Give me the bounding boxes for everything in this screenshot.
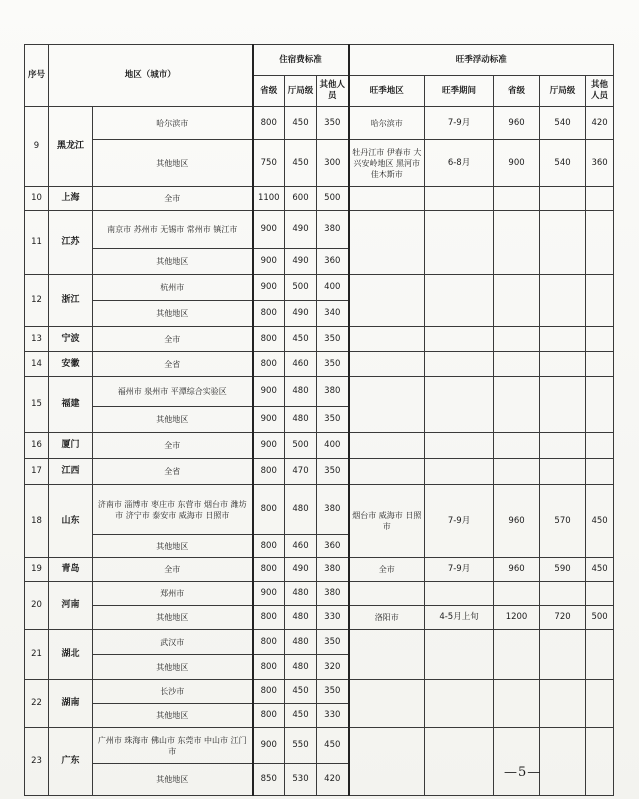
other-cell: 450 bbox=[317, 728, 349, 764]
bureau-cell: 450 bbox=[285, 704, 317, 728]
table-row bbox=[25, 275, 614, 301]
peak-bureau-cell bbox=[540, 211, 586, 275]
area-cell: 全省 bbox=[93, 352, 253, 377]
peak-other-cell: 420 bbox=[586, 107, 614, 140]
area-cell: 广州市 珠海市 佛山市 东莞市 中山市 江门市 bbox=[93, 728, 253, 764]
other-cell: 350 bbox=[317, 630, 349, 655]
peak-bureau-cell bbox=[540, 433, 586, 459]
header-peak-provincial: 省级 bbox=[494, 76, 540, 107]
peak-other-cell bbox=[586, 459, 614, 485]
provincial-cell: 800 bbox=[253, 655, 285, 680]
other-cell: 350 bbox=[317, 327, 349, 352]
table-row bbox=[25, 433, 614, 459]
bureau-cell: 480 bbox=[285, 630, 317, 655]
peak-bureau-cell bbox=[540, 630, 586, 680]
peak-bureau-cell: 540 bbox=[540, 140, 586, 187]
header-peak-standard: 旺季浮动标准 bbox=[349, 45, 614, 76]
bureau-cell: 480 bbox=[285, 582, 317, 606]
peak-other-cell bbox=[586, 680, 614, 728]
area-cell: 哈尔滨市 bbox=[93, 107, 253, 140]
table-row bbox=[25, 327, 614, 352]
table-row bbox=[25, 211, 614, 249]
area-cell: 其他地区 bbox=[93, 606, 253, 630]
area-cell: 其他地区 bbox=[93, 704, 253, 728]
bureau-cell: 490 bbox=[285, 249, 317, 275]
peak-region-cell: 全市 bbox=[349, 558, 425, 582]
header-peak-bureau: 厅局级 bbox=[540, 76, 586, 107]
peak-period-cell: 7-9月 bbox=[425, 558, 494, 582]
peak-period-cell bbox=[425, 352, 494, 377]
peak-provincial-cell: 960 bbox=[494, 485, 540, 558]
province-cell: 广东 bbox=[49, 728, 93, 796]
peak-other-cell: 450 bbox=[586, 485, 614, 558]
peak-provincial-cell: 1200 bbox=[494, 606, 540, 630]
header-provincial: 省级 bbox=[253, 76, 285, 107]
other-cell: 380 bbox=[317, 377, 349, 407]
seq-cell: 19 bbox=[25, 558, 49, 582]
peak-period-cell bbox=[425, 459, 494, 485]
other-cell: 400 bbox=[317, 433, 349, 459]
peak-provincial-cell bbox=[494, 187, 540, 211]
peak-bureau-cell bbox=[540, 728, 586, 796]
peak-period-cell bbox=[425, 433, 494, 459]
peak-region-cell bbox=[349, 275, 425, 327]
peak-provincial-cell bbox=[494, 211, 540, 275]
peak-other-cell: 500 bbox=[586, 606, 614, 630]
seq-cell: 13 bbox=[25, 327, 49, 352]
other-cell: 350 bbox=[317, 407, 349, 433]
province-cell: 厦门 bbox=[49, 433, 93, 459]
other-cell: 300 bbox=[317, 140, 349, 187]
header-lodging-standard: 住宿费标准 bbox=[253, 45, 349, 76]
table-row bbox=[25, 377, 614, 407]
peak-provincial-cell bbox=[494, 459, 540, 485]
peak-other-cell bbox=[586, 211, 614, 275]
peak-other-cell bbox=[586, 275, 614, 327]
area-cell: 全市 bbox=[93, 187, 253, 211]
peak-period-cell bbox=[425, 377, 494, 433]
peak-provincial-cell bbox=[494, 582, 540, 606]
header-bureau: 厅局级 bbox=[285, 76, 317, 107]
provincial-cell: 800 bbox=[253, 558, 285, 582]
table-row bbox=[25, 606, 614, 630]
seq-cell: 17 bbox=[25, 459, 49, 485]
bureau-cell: 490 bbox=[285, 211, 317, 249]
peak-period-cell bbox=[425, 582, 494, 606]
province-cell: 宁波 bbox=[49, 327, 93, 352]
peak-bureau-cell bbox=[540, 377, 586, 433]
header-peak-region: 旺季地区 bbox=[349, 76, 425, 107]
peak-provincial-cell: 900 bbox=[494, 140, 540, 187]
area-cell: 其他地区 bbox=[93, 535, 253, 558]
bureau-cell: 480 bbox=[285, 377, 317, 407]
area-cell: 其他地区 bbox=[93, 301, 253, 327]
peak-bureau-cell: 540 bbox=[540, 107, 586, 140]
peak-bureau-cell bbox=[540, 680, 586, 728]
peak-provincial-cell bbox=[494, 275, 540, 327]
provincial-cell: 900 bbox=[253, 433, 285, 459]
province-cell: 山东 bbox=[49, 485, 93, 558]
provincial-cell: 800 bbox=[253, 704, 285, 728]
peak-bureau-cell bbox=[540, 582, 586, 606]
provincial-cell: 900 bbox=[253, 407, 285, 433]
provincial-cell: 900 bbox=[253, 728, 285, 764]
other-cell: 380 bbox=[317, 582, 349, 606]
bureau-cell: 500 bbox=[285, 433, 317, 459]
other-cell: 340 bbox=[317, 301, 349, 327]
seq-cell: 22 bbox=[25, 680, 49, 728]
provincial-cell: 800 bbox=[253, 107, 285, 140]
area-cell: 杭州市 bbox=[93, 275, 253, 301]
other-cell: 380 bbox=[317, 558, 349, 582]
provincial-cell: 800 bbox=[253, 352, 285, 377]
bureau-cell: 600 bbox=[285, 187, 317, 211]
bureau-cell: 550 bbox=[285, 728, 317, 764]
area-cell: 其他地区 bbox=[93, 764, 253, 796]
page-number: —5— bbox=[504, 765, 542, 780]
peak-other-cell bbox=[586, 433, 614, 459]
province-cell: 福建 bbox=[49, 377, 93, 433]
area-cell: 全市 bbox=[93, 558, 253, 582]
provincial-cell: 1100 bbox=[253, 187, 285, 211]
other-cell: 360 bbox=[317, 535, 349, 558]
provincial-cell: 900 bbox=[253, 211, 285, 249]
province-cell: 浙江 bbox=[49, 275, 93, 327]
peak-other-cell bbox=[586, 377, 614, 433]
other-cell: 380 bbox=[317, 211, 349, 249]
seq-cell: 16 bbox=[25, 433, 49, 459]
peak-other-cell: 360 bbox=[586, 140, 614, 187]
other-cell: 320 bbox=[317, 655, 349, 680]
province-cell: 湖北 bbox=[49, 630, 93, 680]
peak-provincial-cell: 960 bbox=[494, 107, 540, 140]
bureau-cell: 480 bbox=[285, 655, 317, 680]
seq-cell: 20 bbox=[25, 582, 49, 630]
bureau-cell: 480 bbox=[285, 606, 317, 630]
bureau-cell: 450 bbox=[285, 140, 317, 187]
provincial-cell: 800 bbox=[253, 485, 285, 535]
peak-region-cell bbox=[349, 327, 425, 352]
area-cell: 全市 bbox=[93, 327, 253, 352]
peak-bureau-cell: 590 bbox=[540, 558, 586, 582]
peak-bureau-cell bbox=[540, 352, 586, 377]
province-cell: 上海 bbox=[49, 187, 93, 211]
peak-region-cell bbox=[349, 728, 425, 796]
peak-region-cell: 哈尔滨市 bbox=[349, 107, 425, 140]
peak-region-cell bbox=[349, 433, 425, 459]
other-cell: 350 bbox=[317, 352, 349, 377]
table-row bbox=[25, 352, 614, 377]
peak-other-cell: 450 bbox=[586, 558, 614, 582]
other-cell: 380 bbox=[317, 485, 349, 535]
table-row bbox=[25, 630, 614, 655]
peak-region-cell bbox=[349, 352, 425, 377]
provincial-cell: 800 bbox=[253, 301, 285, 327]
peak-other-cell bbox=[586, 187, 614, 211]
seq-cell: 18 bbox=[25, 485, 49, 558]
peak-region-cell bbox=[349, 630, 425, 680]
seq-cell: 14 bbox=[25, 352, 49, 377]
area-cell: 其他地区 bbox=[93, 249, 253, 275]
bureau-cell: 460 bbox=[285, 352, 317, 377]
area-cell: 长沙市 bbox=[93, 680, 253, 704]
other-cell: 350 bbox=[317, 459, 349, 485]
peak-period-cell bbox=[425, 327, 494, 352]
seq-cell: 11 bbox=[25, 211, 49, 275]
table-row bbox=[25, 187, 614, 211]
table-row bbox=[25, 107, 614, 140]
bureau-cell: 490 bbox=[285, 301, 317, 327]
provincial-cell: 850 bbox=[253, 764, 285, 796]
peak-period-cell bbox=[425, 187, 494, 211]
province-cell: 江苏 bbox=[49, 211, 93, 275]
header-region: 地区（城市） bbox=[49, 45, 253, 107]
bureau-cell: 530 bbox=[285, 764, 317, 796]
peak-provincial-cell bbox=[494, 377, 540, 433]
table-row bbox=[25, 459, 614, 485]
bureau-cell: 500 bbox=[285, 275, 317, 301]
peak-region-cell bbox=[349, 211, 425, 275]
area-cell: 其他地区 bbox=[93, 655, 253, 680]
bureau-cell: 470 bbox=[285, 459, 317, 485]
other-cell: 350 bbox=[317, 107, 349, 140]
other-cell: 330 bbox=[317, 704, 349, 728]
seq-cell: 9 bbox=[25, 107, 49, 187]
bureau-cell: 450 bbox=[285, 680, 317, 704]
peak-period-cell bbox=[425, 630, 494, 680]
peak-region-cell bbox=[349, 187, 425, 211]
header-other: 其他人员 bbox=[317, 76, 349, 107]
other-cell: 420 bbox=[317, 764, 349, 796]
seq-cell: 23 bbox=[25, 728, 49, 796]
bureau-cell: 450 bbox=[285, 107, 317, 140]
peak-bureau-cell: 720 bbox=[540, 606, 586, 630]
peak-other-cell bbox=[586, 728, 614, 796]
province-cell: 河南 bbox=[49, 582, 93, 630]
area-cell: 武汉市 bbox=[93, 630, 253, 655]
peak-region-cell bbox=[349, 377, 425, 433]
header-peak-period: 旺季期间 bbox=[425, 76, 494, 107]
province-cell: 安徽 bbox=[49, 352, 93, 377]
peak-period-cell: 4-5月上旬 bbox=[425, 606, 494, 630]
provincial-cell: 900 bbox=[253, 275, 285, 301]
area-cell: 福州市 泉州市 平潭综合实验区 bbox=[93, 377, 253, 407]
area-cell: 郑州市 bbox=[93, 582, 253, 606]
peak-bureau-cell: 570 bbox=[540, 485, 586, 558]
area-cell: 其他地区 bbox=[93, 407, 253, 433]
peak-region-cell bbox=[349, 680, 425, 728]
peak-other-cell bbox=[586, 352, 614, 377]
bureau-cell: 460 bbox=[285, 535, 317, 558]
area-cell: 全市 bbox=[93, 433, 253, 459]
provincial-cell: 800 bbox=[253, 327, 285, 352]
peak-period-cell: 7-9月 bbox=[425, 107, 494, 140]
bureau-cell: 490 bbox=[285, 558, 317, 582]
peak-bureau-cell bbox=[540, 327, 586, 352]
peak-provincial-cell bbox=[494, 433, 540, 459]
peak-period-cell bbox=[425, 275, 494, 327]
table-row bbox=[25, 140, 614, 187]
peak-other-cell bbox=[586, 582, 614, 606]
peak-period-cell bbox=[425, 211, 494, 275]
peak-region-cell: 烟台市 威海市 日照市 bbox=[349, 485, 425, 558]
table-row bbox=[25, 680, 614, 704]
seq-cell: 12 bbox=[25, 275, 49, 327]
peak-bureau-cell bbox=[540, 187, 586, 211]
seq-cell: 10 bbox=[25, 187, 49, 211]
other-cell: 360 bbox=[317, 249, 349, 275]
peak-period-cell bbox=[425, 680, 494, 728]
peak-provincial-cell: 960 bbox=[494, 558, 540, 582]
area-cell: 其他地区 bbox=[93, 140, 253, 187]
peak-provincial-cell bbox=[494, 352, 540, 377]
table-row bbox=[25, 728, 614, 764]
other-cell: 330 bbox=[317, 606, 349, 630]
provincial-cell: 800 bbox=[253, 606, 285, 630]
other-cell: 350 bbox=[317, 680, 349, 704]
peak-other-cell bbox=[586, 327, 614, 352]
provincial-cell: 800 bbox=[253, 535, 285, 558]
provincial-cell: 800 bbox=[253, 630, 285, 655]
provincial-cell: 900 bbox=[253, 377, 285, 407]
province-cell: 湖南 bbox=[49, 680, 93, 728]
peak-period-cell: 7-9月 bbox=[425, 485, 494, 558]
province-cell: 黑龙江 bbox=[49, 107, 93, 187]
peak-period-cell bbox=[425, 728, 494, 796]
table-row bbox=[25, 582, 614, 606]
area-cell: 济南市 淄博市 枣庄市 东营市 烟台市 潍坊市 济宁市 泰安市 威海市 日照市 bbox=[93, 485, 253, 535]
peak-region-cell bbox=[349, 459, 425, 485]
provincial-cell: 900 bbox=[253, 249, 285, 275]
area-cell: 全省 bbox=[93, 459, 253, 485]
peak-provincial-cell bbox=[494, 327, 540, 352]
seq-cell: 21 bbox=[25, 630, 49, 680]
peak-provincial-cell bbox=[494, 630, 540, 680]
provincial-cell: 800 bbox=[253, 680, 285, 704]
provincial-cell: 750 bbox=[253, 140, 285, 187]
peak-period-cell: 6-8月 bbox=[425, 140, 494, 187]
header-peak-other: 其他人员 bbox=[586, 76, 614, 107]
peak-region-cell bbox=[349, 582, 425, 606]
seq-cell: 15 bbox=[25, 377, 49, 433]
peak-other-cell bbox=[586, 630, 614, 680]
province-cell: 江西 bbox=[49, 459, 93, 485]
table-row bbox=[25, 485, 614, 535]
bureau-cell: 480 bbox=[285, 485, 317, 535]
peak-region-cell: 牡丹江市 伊春市 大兴安岭地区 黑河市 佳木斯市 bbox=[349, 140, 425, 187]
peak-provincial-cell bbox=[494, 680, 540, 728]
table-row bbox=[25, 558, 614, 582]
bureau-cell: 480 bbox=[285, 407, 317, 433]
provincial-cell: 800 bbox=[253, 459, 285, 485]
area-cell: 南京市 苏州市 无锡市 常州市 镇江市 bbox=[93, 211, 253, 249]
bureau-cell: 450 bbox=[285, 327, 317, 352]
lodging-standard-table bbox=[24, 44, 614, 796]
peak-bureau-cell bbox=[540, 275, 586, 327]
peak-bureau-cell bbox=[540, 459, 586, 485]
provincial-cell: 900 bbox=[253, 582, 285, 606]
peak-provincial-cell bbox=[494, 728, 540, 796]
peak-region-cell: 洛阳市 bbox=[349, 606, 425, 630]
province-cell: 青岛 bbox=[49, 558, 93, 582]
other-cell: 400 bbox=[317, 275, 349, 301]
header-seq: 序号 bbox=[25, 45, 49, 107]
other-cell: 500 bbox=[317, 187, 349, 211]
